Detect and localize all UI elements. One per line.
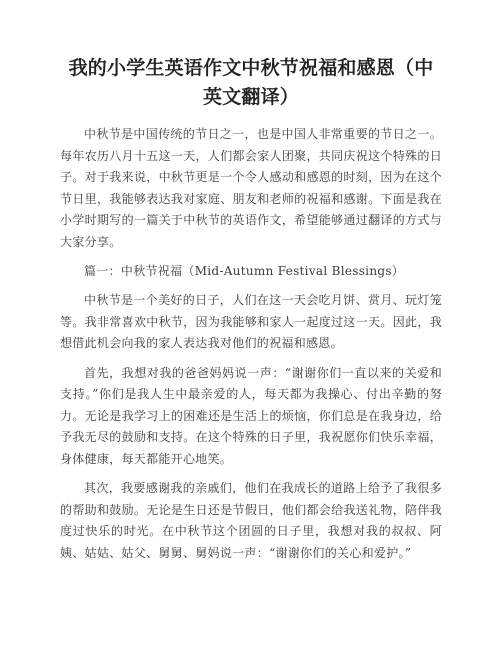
body-paragraph-2: 首先，我想对我的爸爸妈妈说一声：“谢谢你们一直以来的关爱和支持。”你们是我人生中最亲爱的人，每天都为我操心、付出辛勤的努力。无论是我学习上的困难还是生活上的烦恼，你们总是在我身边，给予我无尽的鼓励和支持。在这个特殊的日子里，我祝愿你们快乐幸福，身体健康，每天都能开心地笑。 bbox=[60, 365, 442, 466]
intro-paragraph: 中秋节是中国传统的节日之一，也是中国人非常重要的节日之一。每年农历八月十五这一天，人们都会家人团聚，共同庆祝这个特殊的日子。对于我来说，中秋节更是一个令人感动和感恩的时刻，因为在这个节日里，我能够表达我对家庭、朋友和老师的祝福和感谢。下面是我在小学时期写的一篇关于中秋节的英语作文，希望能够通过翻译的方式与大家分享。 bbox=[60, 127, 442, 249]
document-title: 我的小学生英语作文中秋节祝福和感恩（中英文翻译） bbox=[68, 57, 434, 108]
section-heading: 篇一：中秋节祝福（Mid-Autumn Festival Blessings） bbox=[84, 264, 405, 278]
body-paragraph-3: 其次，我要感谢我的亲戚们，他们在我成长的道路上给予了我很多的帮助和鼓励。无论是生日还是节假日，他们都会给我送礼物，陪伴我度过快乐的时光。在中秋节这个团圆的日子里，我想对我的叔叔、阿姨、姑姑、姑父、舅舅、舅妈说一声：“谢谢你们的关心和爱护。” bbox=[60, 481, 442, 560]
document-page bbox=[60, 54, 442, 572]
body-paragraph-1: 中秋节是一个美好的日子，人们在这一天会吃月饼、赏月、玩灯笼等。我非常喜欢中秋节，因为我能够和家人一起度过这一天。因此，我想借此机会向我的家人表达我对他们的祝福和感恩。 bbox=[60, 293, 442, 350]
